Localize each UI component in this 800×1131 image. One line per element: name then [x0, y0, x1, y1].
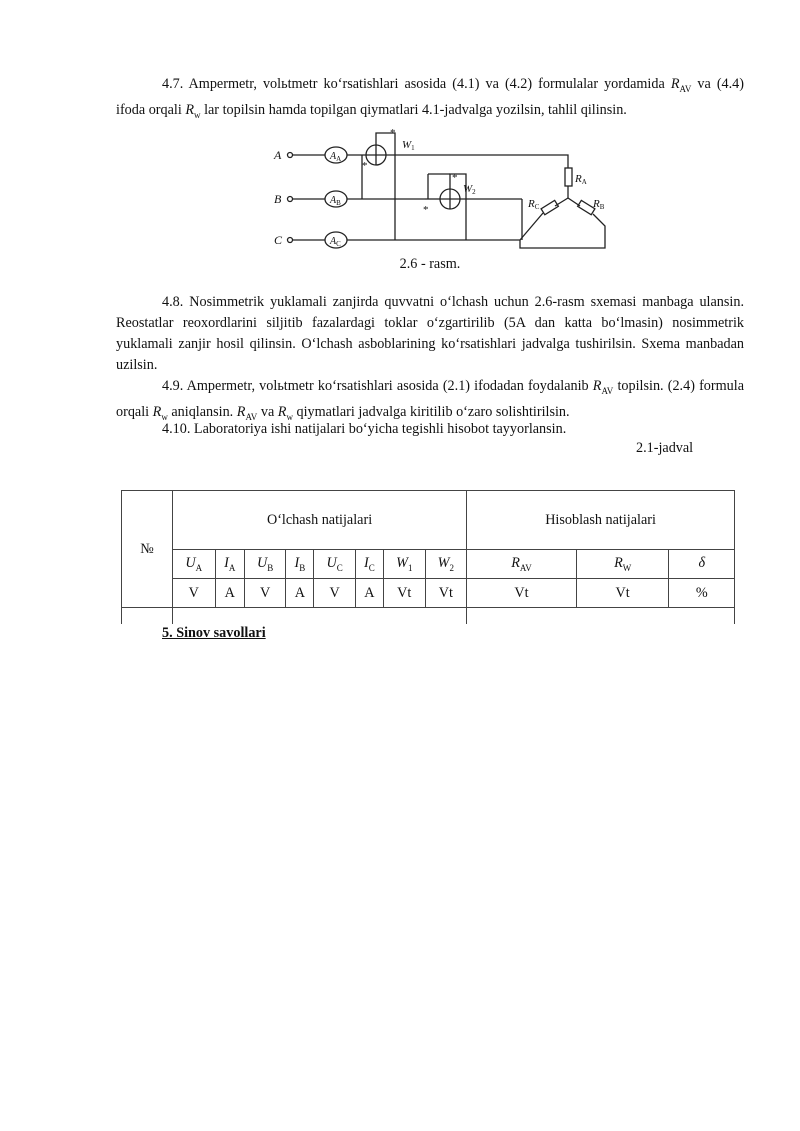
unit-cell: % — [669, 579, 735, 608]
empty-cell — [122, 608, 173, 625]
paragraph-4-9: 4.9. Ampermetr, volьtmetr koʻrsatishlari asosida (2.1) ifodadan foydalanib $R_{AV}$ topilsin. (2.4) formula orqali $R_w$ aniqlansin. $R_{AV}$ va $R_w$ qiymatlari jadvalga kiritilib oʻzaro solishtirilsin. — [116, 378, 744, 422]
unit-cell: V — [314, 579, 355, 608]
polarity-mark: * — [390, 127, 396, 139]
symbol-r-av: $R_{AV}$ — [236, 403, 258, 422]
header-measurement-results: Oʻlchash natijalari — [173, 491, 467, 550]
label-terminal-b: B — [274, 192, 282, 206]
polarity-mark: * — [423, 204, 429, 216]
label-rb: RB — [593, 198, 605, 211]
text-segment: 4.7. Ampermetr, volьtmetr koʻrsatishlari asosida (4.1) va (4.2) formulalar yordamida — [162, 76, 671, 92]
header-calculation-results: Hisoblash natijalari — [467, 491, 735, 550]
unit-cell: V — [244, 579, 285, 608]
label-ra: RA — [575, 173, 587, 186]
symbol-r-av: $R_{AV}$ — [670, 76, 692, 94]
header-cell: δ — [669, 550, 735, 579]
label-terminal-c: C — [274, 233, 283, 247]
unit-cell: A — [215, 579, 244, 608]
header-cell: $I_A$ — [215, 550, 244, 579]
header-cell: $R_W$ — [576, 550, 669, 579]
paragraph-4-7 — [116, 74, 744, 126]
resistor-ra — [565, 168, 572, 186]
empty-cell — [173, 608, 467, 625]
terminal-c — [288, 238, 293, 243]
unit-cell: Vt — [384, 579, 426, 608]
header-cell: $I_C$ — [355, 550, 383, 579]
label-w1: W1 — [402, 139, 415, 152]
paragraph-4-8: 4.8. Nosimmetrik yuklamali zanjirda quvvatni oʻlchash uchun 2.6-rasm sxemasi manbaga ulansin. Reostatlar reoxordlarini siljitib fazalardagi toklar oʻzgartirilib (5A dan katta boʻlmasin) nosimmetrik yuklamali zanjir hosil qilinsin. Oʻlchash asboblarining koʻrsatishlari jadvalga tushirilsin. Sxema manbadan uzilsin. — [116, 294, 744, 373]
polarity-mark: * — [362, 160, 368, 172]
label-rc: RC — [528, 198, 540, 211]
unit-cell: Vt — [425, 579, 467, 608]
label-ammeter-a: $A_A$ — [330, 151, 342, 163]
unit-cell: V — [173, 579, 216, 608]
results-table — [121, 490, 735, 624]
header-cell: $I_B$ — [286, 550, 314, 579]
symbol-r-w: $R_w$ — [277, 403, 293, 422]
text-segment: lar topilsin hamda topilgan qiymatlari 4.1-jadvalga yozilsin, tahlil qilinsin. — [200, 101, 627, 118]
header-cell: $U_B$ — [244, 550, 285, 579]
table-row — [122, 608, 735, 625]
text-segment: va (4.4) ifoda orqali — [116, 76, 744, 118]
label-ammeter-c: $A_C$ — [330, 236, 341, 248]
label-terminal-a: A — [274, 148, 282, 162]
symbol-r-w: $R_w$ — [152, 403, 168, 422]
unit-cell: Vt — [576, 579, 669, 608]
label-ammeter-b: $A_B$ — [330, 195, 341, 207]
polarity-mark: * — [452, 172, 458, 184]
paragraph-4-10: 4.10. Laboratoriya ishi natijalari boʻyicha tegishli hisobot tayyorlansin. — [162, 421, 567, 437]
header-cell: $R_{AV}$ — [467, 550, 577, 579]
empty-cell — [467, 608, 735, 625]
resistor-rc — [541, 200, 558, 214]
terminal-b — [288, 197, 293, 202]
header-cell: $W_1$ — [384, 550, 426, 579]
unit-cell: Vt — [467, 579, 577, 608]
table-row — [122, 579, 735, 608]
table-row — [122, 550, 735, 579]
header-cell: $U_C$ — [314, 550, 355, 579]
unit-cell: A — [286, 579, 314, 608]
terminal-a — [288, 153, 293, 158]
circuit-diagram — [270, 126, 610, 256]
label-w2: W2 — [463, 183, 476, 196]
table-caption: 2.1-jadval — [636, 440, 694, 456]
header-number: № — [122, 491, 173, 608]
header-cell: $U_A$ — [173, 550, 216, 579]
unit-cell: A — [355, 579, 383, 608]
figure-caption: 2.6 - rasm. — [399, 256, 461, 272]
section-title: 5. Sinov savollari — [162, 625, 266, 641]
header-cell: $W_2$ — [425, 550, 467, 579]
symbol-r-av: $R_{AV}$ — [592, 378, 614, 396]
table-row — [122, 491, 735, 550]
symbol-r-w: $R_w$ — [185, 101, 201, 120]
